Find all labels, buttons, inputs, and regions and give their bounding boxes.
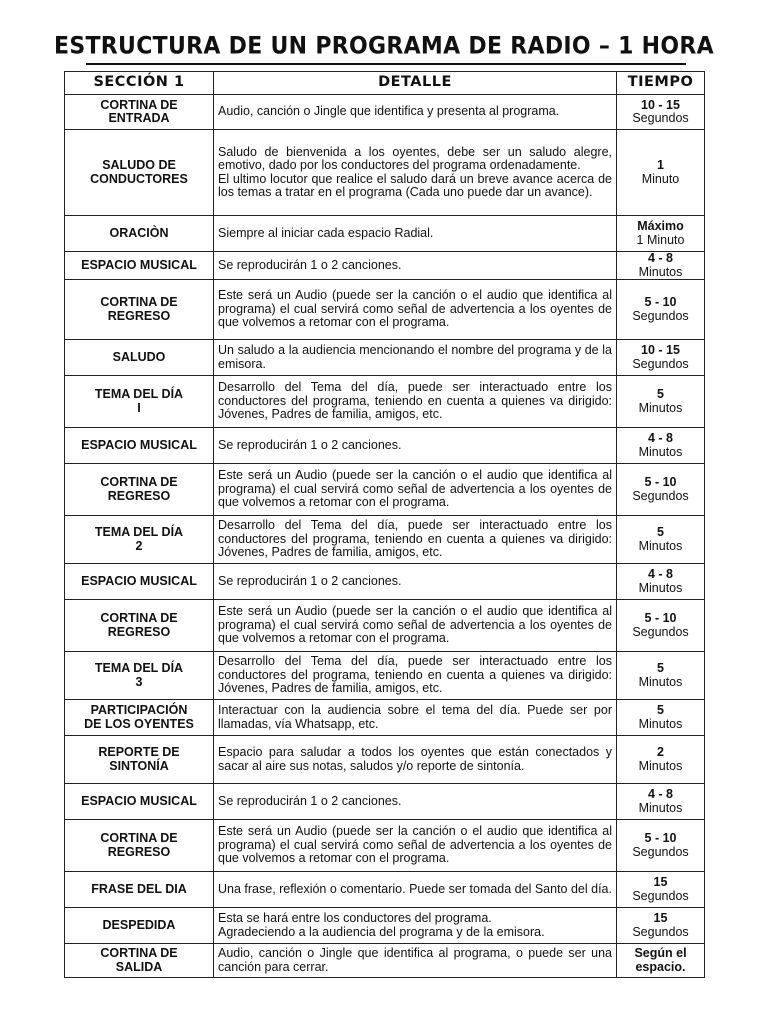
section-line: REGRESO [107,308,171,323]
row-time [617,600,705,652]
table-row [65,700,705,736]
section-line: REPORTE DE [98,745,180,759]
row-detail: Se reproducirán 1 o 2 canciones. [214,564,617,600]
section-line: REGRESO [107,624,171,639]
row-time [617,944,705,978]
table-row [65,252,705,280]
row-time [617,700,705,736]
header-time: TIEMPO [617,72,705,95]
row-detail: Audio, canción o Jingle que identifica al programa, o puede ser una canción para cerrar. [214,944,617,978]
section-line: SALUDO [112,349,166,364]
row-detail: Este será un Audio (puede ser la canción o el audio que identifica al programa) el cual servirá como señal de advertencia a los oyentes de que volvemos a retomar con el programa. [214,464,617,516]
time-value: 4 - 8 [647,567,673,581]
section-line: CORTINA DE [100,97,178,112]
table-row [65,216,705,252]
time-unit: 1 Minuto [636,232,685,247]
row-detail: Espacio para saludar a todos los oyentes que están conectados y sacar al aire sus notas, saludos y/o reporte de sintonía. [214,736,617,784]
row-time [617,428,705,464]
row-time [617,564,705,600]
section-line: CORTINA DE [100,946,178,960]
time-value: 1 [657,158,664,172]
section-line: ESPACIO MUSICAL [81,437,197,452]
time-value: 5 - 10 [644,295,677,309]
table-row [65,376,705,428]
row-section [65,516,214,564]
section-line: CORTINA DE [100,831,178,845]
row-section [65,340,214,376]
row-time [617,280,705,340]
section-line: REGRESO [107,844,171,859]
time-value: 5 [657,525,664,539]
section-line: CORTINA DE [100,295,178,309]
time-value: 5 [657,703,664,717]
time-unit: Minuto [641,171,680,186]
section-line: FRASE DEL DIA [91,881,187,896]
row-time [617,95,705,130]
time-unit: Segundos [632,356,689,371]
time-value: 4 - 8 [647,251,673,265]
time-unit: Minutos [638,444,683,459]
section-line: 3 [135,674,143,689]
section-line: ESPACIO MUSICAL [81,257,197,272]
time-value: 4 - 8 [647,431,673,445]
time-unit: Minutos [638,716,683,731]
row-section [65,944,214,978]
row-detail: Una frase, reflexión o comentario. Puede ser tomada del Santo del día. [214,872,617,908]
row-section [65,736,214,784]
section-line: SALIDA [115,959,163,974]
time-unit: Minutos [638,800,683,815]
section-line: ENTRADA [108,111,170,125]
time-value: 5 - 10 [644,831,677,845]
table-row [65,340,705,376]
section-line: CORTINA DE [100,611,178,625]
row-section [65,820,214,872]
table-row [65,130,705,216]
table-row [65,95,705,130]
section-line: TEMA DEL DÍA [94,387,184,401]
document-title: ESTRUCTURA DE UN PROGRAMA DE RADIO – 1 HORA [54,32,714,61]
row-section [65,428,214,464]
time-unit: Minutos [638,400,683,415]
time-unit: Minutos [638,758,683,773]
row-time [617,376,705,428]
table-row [65,428,705,464]
row-time [617,784,705,820]
time-unit: Segundos [632,308,689,323]
section-line: ESPACIO MUSICAL [81,793,197,808]
time-value: Máximo [637,219,684,233]
section-line: DE LOS OYENTES [84,716,194,731]
title-underline [86,63,686,65]
time-value: 5 - 10 [644,475,677,489]
row-section [65,376,214,428]
row-section [65,95,214,130]
row-time [617,872,705,908]
row-detail: Desarrollo del Tema del día, puede ser interactuado entre los conductores del programa, teniendo en cuenta a quienes va dirigido: Jóvenes, Padres de familia, amigos, etc. [214,376,617,428]
row-time [617,130,705,216]
time-value: 2 [657,745,664,759]
row-section [65,464,214,516]
table-row [65,652,705,700]
section-line: CORTINA DE [100,475,178,489]
section-line: DESPEDIDA [102,917,176,932]
time-unit: espacio. [635,959,686,974]
table-row [65,280,705,340]
time-value: 15 [653,911,668,925]
table-row [65,516,705,564]
row-detail: Este será un Audio (puede ser la canción o el audio que identifica al programa) el cual servirá como señal de advertencia a los oyentes de que volvemos a retomar con el programa. [214,820,617,872]
time-unit: Segundos [632,844,689,859]
row-detail: Este será un Audio (puede ser la canción o el audio que identifica al programa) el cual servirá como señal de advertencia a los oyentes de que volvemos a retomar con el programa. [214,280,617,340]
row-section [65,130,214,216]
time-value: 5 - 10 [644,611,677,625]
table-row [65,944,705,978]
row-section [65,652,214,700]
time-unit: Segundos [632,111,689,125]
row-detail: Se reproducirán 1 o 2 canciones. [214,428,617,464]
row-detail: Desarrollo del Tema del día, puede ser interactuado entre los conductores del programa, teniendo en cuenta a quienes va dirigido: Jóvenes, Padres de familia, amigos, etc. [214,652,617,700]
row-section [65,252,214,280]
table-row [65,784,705,820]
table-row [65,820,705,872]
time-unit: Minutos [638,580,683,595]
row-time [617,464,705,516]
row-section [65,280,214,340]
row-time [617,340,705,376]
row-detail: Siempre al iniciar cada espacio Radial. [214,216,617,252]
section-line: I [137,400,141,415]
time-value: 10 - 15 [641,97,680,112]
row-detail: Esta se hará entre los conductores del programa. Agradeciendo a la audiencia del programa y de la emisora. [214,908,617,944]
row-section [65,908,214,944]
time-unit: Segundos [632,488,689,503]
table-row [65,564,705,600]
row-time [617,652,705,700]
time-unit: Minutos [638,538,683,553]
section-line: CONDUCTORES [90,171,188,186]
row-section [65,872,214,908]
header-section: SECCIÓN 1 [65,72,214,95]
time-value: 4 - 8 [647,787,673,801]
time-unit: Segundos [632,888,689,903]
table-row [65,872,705,908]
row-section [65,564,214,600]
row-detail: Desarrollo del Tema del día, puede ser interactuado entre los conductores del programa, teniendo en cuenta a quienes va dirigido: Jóvenes, Padres de familia, amigos, etc. [214,516,617,564]
row-section [65,600,214,652]
time-value: Según el [634,946,687,960]
row-time [617,216,705,252]
section-line: TEMA DEL DÍA [94,525,184,539]
row-time [617,252,705,280]
table-row [65,600,705,652]
section-line: REGRESO [107,488,171,503]
row-detail: Se reproducirán 1 o 2 canciones. [214,252,617,280]
row-time [617,908,705,944]
time-unit: Segundos [632,924,689,939]
section-line: SINTONÍA [109,758,169,773]
row-section [65,700,214,736]
time-unit: Minutos [638,674,683,689]
row-detail: Interactuar con la audiencia sobre el tema del día. Puede ser por llamadas, vía Whatsapp, etc. [214,700,617,736]
row-detail: Se reproducirán 1 o 2 canciones. [214,784,617,820]
section-line: SALUDO DE [102,158,176,172]
time-value: 5 [657,387,664,401]
section-line: TEMA DEL DÍA [94,661,184,675]
row-time [617,820,705,872]
row-detail: Este será un Audio (puede ser la canción o el audio que identifica al programa) el cual servirá como señal de advertencia a los oyentes de que volvemos a retomar con el programa. [214,600,617,652]
row-detail: Saludo de bienvenida a los oyentes, debe ser un saludo alegre, emotivo, dado por los conductores del programa ordenadamente. El ultimo locutor que realice el saludo dará un breve avance acerca de los temas a tratar en el programa (Cada uno puede dar un avance). [214,130,617,216]
table-row [65,908,705,944]
section-line: 2 [135,538,143,553]
row-time [617,736,705,784]
time-unit: Minutos [638,264,683,279]
table-row [65,464,705,516]
program-structure-table [64,71,705,978]
section-line: PARTICIPACIÓN [90,703,188,717]
row-detail: Un saludo a la audiencia mencionando el nombre del programa y de la emisora. [214,340,617,376]
row-section [65,216,214,252]
time-value: 5 [657,661,664,675]
row-time [617,516,705,564]
section-line: ORACIÒN [109,225,169,240]
header-detail: DETALLE [214,72,617,95]
time-value: 10 - 15 [641,343,680,357]
time-unit: Segundos [632,624,689,639]
table-header-row [65,72,705,95]
table-row [65,736,705,784]
row-section [65,784,214,820]
row-detail: Audio, canción o Jingle que identifica y presenta al programa. [214,95,617,130]
time-value: 15 [653,875,668,889]
table-body [65,95,705,978]
section-line: ESPACIO MUSICAL [81,573,197,588]
